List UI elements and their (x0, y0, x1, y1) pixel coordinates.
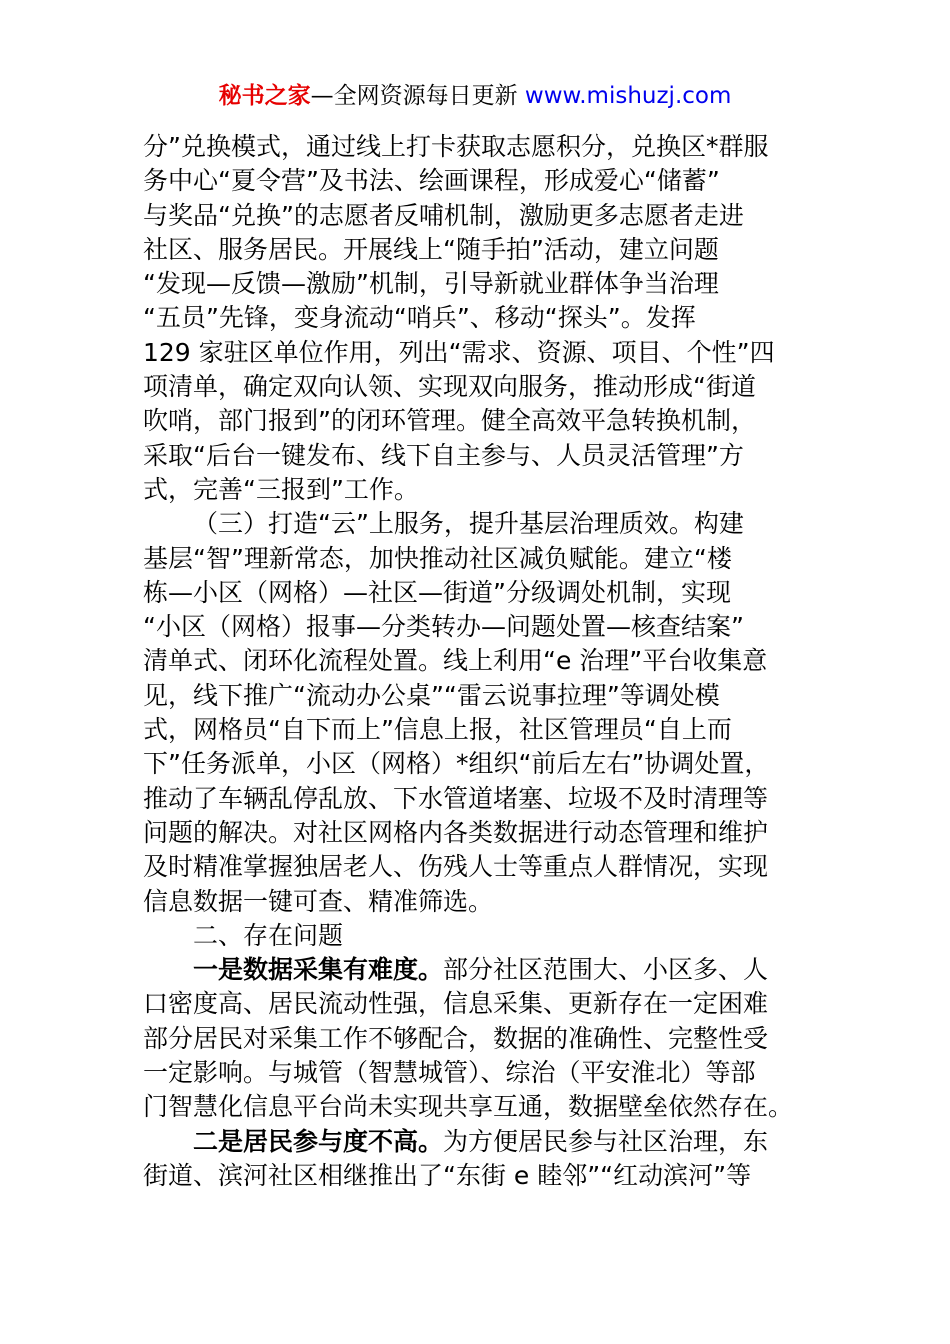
paragraph-line: 采取“后台一键发布、线下自主参与、人员灵活管理”方 (143, 440, 744, 470)
problem-two-line (143, 1125, 823, 1159)
problem-two-heading: 二是居民参与度不高。 (193, 1126, 444, 1156)
paragraph-line: “发现—反馈—激励”机制，引导新就业群体争当治理 (143, 269, 719, 299)
paragraph-line: 口密度高、居民流动性强，信息采集、更新存在一定困难 (143, 989, 769, 1019)
paragraph-line: 街道、滨河社区相继推出了“东街 e 睦邻”“红动滨河”等 (143, 1160, 752, 1190)
section-heading: 二、存在问题 (193, 920, 344, 950)
paragraph-line: 问题的解决。对社区网格内各类数据进行动态管理和维护 (143, 817, 769, 847)
paragraph-line: 信息数据一键可查、精准筛选。 (143, 886, 494, 916)
site-header (0, 80, 950, 112)
site-url-link[interactable]: www.mishuzj.com (524, 83, 732, 109)
paragraph-line: “五员”先锋，变身流动“哨兵”、移动“探头”。发挥 (143, 303, 696, 333)
paragraph-line: 与奖品“兑换”的志愿者反哺机制，激励更多志愿者走进 (143, 200, 744, 230)
paragraph-line: 基层“智”理新常态，加快推动社区减负赋能。建立“楼 (143, 543, 732, 573)
paragraph-line: 项清单，确定双向认领、实现双向服务，推动形成“街道 (143, 372, 756, 402)
paragraph-line: 一定影响。与城管（智慧城管）、综治（平安淮北）等部 (143, 1058, 756, 1088)
section-three-heading-line: （三）打造“云”上服务，提升基层治理质效。构建 (193, 509, 744, 539)
paragraph-line: 见，线下推广“流动办公桌”“雷云说事拉理”等调处模 (143, 680, 720, 710)
paragraph-line: 栋—小区（网格）—社区—街道”分级调处机制，实现 (143, 577, 731, 607)
paragraph-line: 129 家驻区单位作用，列出“需求、资源、项目、个性”四 (143, 337, 775, 367)
paragraph-line: 式，网格员“自下而上”信息上报，社区管理员“自上而 (143, 715, 732, 745)
paragraph-line: 门智慧化信息平台尚未实现共享互通，数据壁垒依然存在。 (143, 1092, 794, 1122)
paragraph-line: 式，完善“三报到”工作。 (143, 474, 419, 504)
paragraph-line: 务中心“夏令营”及书法、绘画课程，形成爱心“储蓄” (143, 166, 720, 196)
problem-one-text: 部分社区范围大、小区多、人 (443, 955, 769, 985)
header-tagline: —全网资源每日更新 (310, 83, 525, 109)
brand-name: 秘书之家 (218, 83, 311, 109)
paragraph-line: 推动了车辆乱停乱放、下水管道堵塞、垃圾不及时清理等 (143, 783, 769, 813)
document-body (143, 130, 823, 1193)
problem-one-line (143, 953, 823, 987)
problem-two-text: 为方便居民参与社区治理，东 (443, 1126, 769, 1156)
paragraph-line: “小区（网格）报事—分类转办—问题处置—核查结案” (143, 612, 744, 642)
paragraph-line: 下”任务派单，小区（网格）*组织“前后左右”协调处置， (143, 749, 770, 779)
paragraph-line: 部分居民对采集工作不够配合，数据的准确性、完整性受 (143, 1023, 769, 1053)
paragraph-line: 及时精准掌握独居老人、伤残人士等重点人群情况，实现 (143, 852, 769, 882)
problem-one-heading: 一是数据采集有难度。 (193, 955, 444, 985)
paragraph-line: 清单式、闭环化流程处置。线上利用“e 治理”平台收集意 (143, 646, 768, 676)
paragraph-line: 分”兑换模式，通过线上打卡获取志愿积分，兑换区*群服 (143, 132, 769, 161)
paragraph-line: 吹哨，部门报到”的闭环管理。健全高效平急转换机制， (143, 406, 756, 436)
paragraph-line: 社区、服务居民。开展线上“随手拍”活动，建立问题 (143, 234, 719, 264)
